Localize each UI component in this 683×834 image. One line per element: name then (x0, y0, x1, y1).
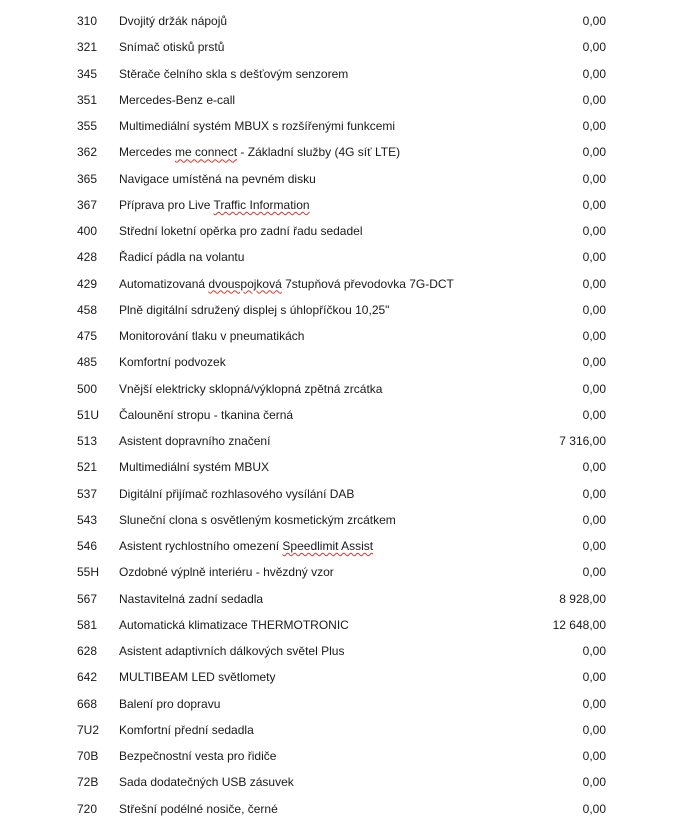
spellcheck-flagged-text: dvouspojková (208, 276, 282, 291)
option-description (119, 244, 244, 270)
option-price: 0,00 (582, 512, 606, 527)
table-row (0, 61, 683, 87)
option-code: 321 (77, 40, 98, 55)
table-row (0, 166, 683, 192)
option-description (119, 691, 220, 717)
spellcheck-flagged-text: Speedlimit Assist (282, 539, 374, 553)
option-price: 0,00 (582, 722, 606, 737)
option-code: 310 (77, 14, 98, 28)
option-code: 521 (77, 460, 98, 475)
option-price: 0,00 (582, 250, 606, 265)
table-row (0, 796, 683, 822)
option-code: 642 (77, 670, 98, 685)
option-price: 0,00 (582, 14, 606, 28)
option-description (119, 769, 294, 795)
option-code: 365 (77, 171, 98, 186)
option-code: 458 (77, 302, 98, 317)
option-code: 55H (77, 565, 100, 580)
table-row (0, 218, 683, 244)
spellcheck-flagged-text: me connect (175, 145, 238, 160)
option-description (119, 796, 278, 822)
option-code: 72B (77, 775, 99, 790)
description-text: MULTIBEAM LED světlomety (119, 670, 276, 685)
table-row (0, 743, 683, 769)
option-description (119, 139, 400, 165)
description-text: Snímač otisků prstů (119, 40, 225, 55)
description-text: Asistent rychlostního omezení (119, 539, 283, 553)
option-description (119, 323, 304, 349)
table-row (0, 113, 683, 139)
option-code: 367 (77, 197, 98, 212)
option-description (119, 166, 316, 192)
description-text: Asistent dopravního značení (119, 434, 271, 448)
option-code: 485 (77, 355, 98, 370)
option-price: 0,00 (582, 276, 606, 291)
option-code: 537 (77, 486, 98, 501)
table-row (0, 507, 683, 533)
option-price: 0,00 (582, 40, 606, 55)
description-text: Příprava pro Live (119, 197, 214, 212)
description-text: Střešní podélné nosiče, černé (119, 801, 278, 816)
option-code: 628 (77, 644, 98, 658)
table-row (0, 271, 683, 297)
table-row (0, 244, 683, 270)
description-text: Automatická klimatizace THERMOTRONIC (119, 617, 349, 632)
option-description (119, 743, 276, 769)
option-code: 546 (77, 539, 98, 553)
table-row (0, 717, 683, 743)
option-price: 0,00 (582, 355, 606, 370)
description-text: Plně digitální sdružený displej s úhlopříčkou 10,25" (119, 302, 390, 317)
option-code: 351 (77, 92, 98, 107)
option-code: 70B (77, 749, 99, 763)
option-description (119, 271, 454, 297)
description-text: Dvojitý držák nápojů (119, 14, 228, 28)
option-price: 0,00 (582, 670, 606, 685)
option-price: 8 928,00 (559, 591, 606, 606)
option-price: 0,00 (582, 539, 606, 553)
table-row (0, 769, 683, 795)
description-text: Sada dodatečných USB zásuvek (119, 775, 294, 790)
option-price: 0,00 (582, 119, 606, 133)
option-code: 720 (77, 801, 98, 816)
option-description (119, 349, 226, 375)
table-row (0, 376, 683, 402)
option-price: 12 648,00 (552, 617, 606, 632)
option-code: 581 (77, 617, 98, 632)
description-text: Řadicí pádla na volantu (119, 250, 245, 265)
description-text: Monitorování tlaku v pneumatikách (119, 329, 305, 343)
option-code: 429 (77, 276, 98, 291)
option-description (119, 61, 348, 87)
option-description (119, 586, 263, 612)
option-price: 0,00 (582, 801, 606, 816)
option-code: 513 (77, 434, 98, 448)
table-row (0, 664, 683, 690)
description-text: Mercedes (119, 145, 176, 160)
option-price: 0,00 (582, 171, 606, 186)
option-price: 0,00 (582, 302, 606, 317)
table-row (0, 192, 683, 218)
option-code: 475 (77, 329, 98, 343)
description-text: Asistent adaptivních dálkových světel Plus (119, 644, 345, 658)
description-text: Bezpečnostní vesta pro řidiče (119, 749, 277, 763)
option-description (119, 113, 395, 139)
table-row (0, 323, 683, 349)
option-price: 0,00 (582, 224, 606, 238)
description-text: Multimediální systém MBUX (119, 460, 270, 475)
table-row (0, 454, 683, 480)
option-description (119, 717, 254, 743)
description-text: Ozdobné výplně interiéru - hvězdný vzor (119, 565, 334, 580)
table-row (0, 8, 683, 34)
option-price: 0,00 (582, 644, 606, 658)
description-text: Střední loketní opěrka pro zadní řadu sedadel (119, 224, 363, 238)
description-text: 7stupňová převodovka 7G-DCT (281, 276, 454, 291)
option-code: 567 (77, 591, 98, 606)
option-description (119, 638, 344, 664)
description-text: Balení pro dopravu (119, 696, 221, 711)
description-text: Vnější elektricky sklopná/výklopná zpětná zrcátka (119, 381, 383, 396)
description-text: Nastavitelná zadní sedadla (119, 591, 264, 606)
description-text: Čalounění stropu - tkanina černá (119, 407, 294, 422)
option-code: 668 (77, 696, 98, 711)
option-description (119, 34, 224, 60)
description-text: Sluneční clona s osvětleným kosmetickým zrcátkem (119, 512, 396, 527)
option-description (119, 507, 396, 533)
option-price: 0,00 (582, 749, 606, 763)
option-code: 355 (77, 119, 98, 133)
description-text: Navigace umístěná na pevném disku (119, 171, 316, 186)
option-description (119, 664, 275, 690)
table-row (0, 349, 683, 375)
description-text: Komfortní přední sedadla (119, 722, 254, 737)
description-text: Automatizovaná (119, 276, 209, 291)
option-price: 0,00 (582, 460, 606, 475)
option-price: 0,00 (582, 197, 606, 212)
option-code: 345 (77, 66, 98, 81)
option-price: 0,00 (582, 145, 606, 160)
description-text: Mercedes-Benz e-call (119, 92, 236, 107)
option-description (119, 559, 334, 585)
table-row (0, 87, 683, 113)
table-row (0, 481, 683, 507)
option-price: 0,00 (582, 775, 606, 790)
option-description (119, 481, 354, 507)
description-text: Komfortní podvozek (119, 355, 226, 370)
table-row (0, 638, 683, 664)
option-description (119, 612, 349, 638)
option-description (119, 218, 363, 244)
description-text: Digitální přijímač rozhlasového vysílání DAB (119, 486, 355, 501)
option-price: 7 316,00 (559, 434, 606, 448)
description-text: - Základní služby (4G síť LTE) (237, 145, 401, 160)
table-row (0, 559, 683, 585)
option-code: 543 (77, 512, 98, 527)
option-description (119, 376, 382, 402)
option-price: 0,00 (582, 565, 606, 580)
option-description (119, 454, 269, 480)
table-row (0, 586, 683, 612)
option-description (119, 192, 310, 218)
table-row (0, 139, 683, 165)
description-text: Stěrače čelního skla s dešťovým senzorem (119, 66, 349, 81)
table-row (0, 533, 683, 559)
option-code: 500 (77, 381, 98, 396)
option-price: 0,00 (582, 486, 606, 501)
option-description (119, 428, 270, 454)
option-code: 7U2 (77, 722, 100, 737)
option-code: 428 (77, 250, 98, 265)
option-description (119, 8, 227, 34)
option-code: 362 (77, 145, 98, 160)
table-row (0, 612, 683, 638)
option-description (119, 533, 373, 559)
option-description (119, 297, 389, 323)
table-row (0, 691, 683, 717)
equipment-list (0, 8, 683, 822)
option-description (119, 402, 293, 428)
table-row (0, 34, 683, 60)
option-price: 0,00 (582, 329, 606, 343)
option-code: 400 (77, 224, 98, 238)
option-price: 0,00 (582, 407, 606, 422)
table-row (0, 297, 683, 323)
option-price: 0,00 (582, 696, 606, 711)
spellcheck-flagged-text: Traffic Information (213, 197, 310, 212)
table-row (0, 428, 683, 454)
option-price: 0,00 (582, 66, 606, 81)
description-text: Multimediální systém MBUX s rozšířenými funkcemi (119, 119, 396, 133)
option-price: 0,00 (582, 92, 606, 107)
option-price: 0,00 (582, 381, 606, 396)
table-row (0, 402, 683, 428)
option-description (119, 87, 235, 113)
option-code: 51U (77, 407, 100, 422)
